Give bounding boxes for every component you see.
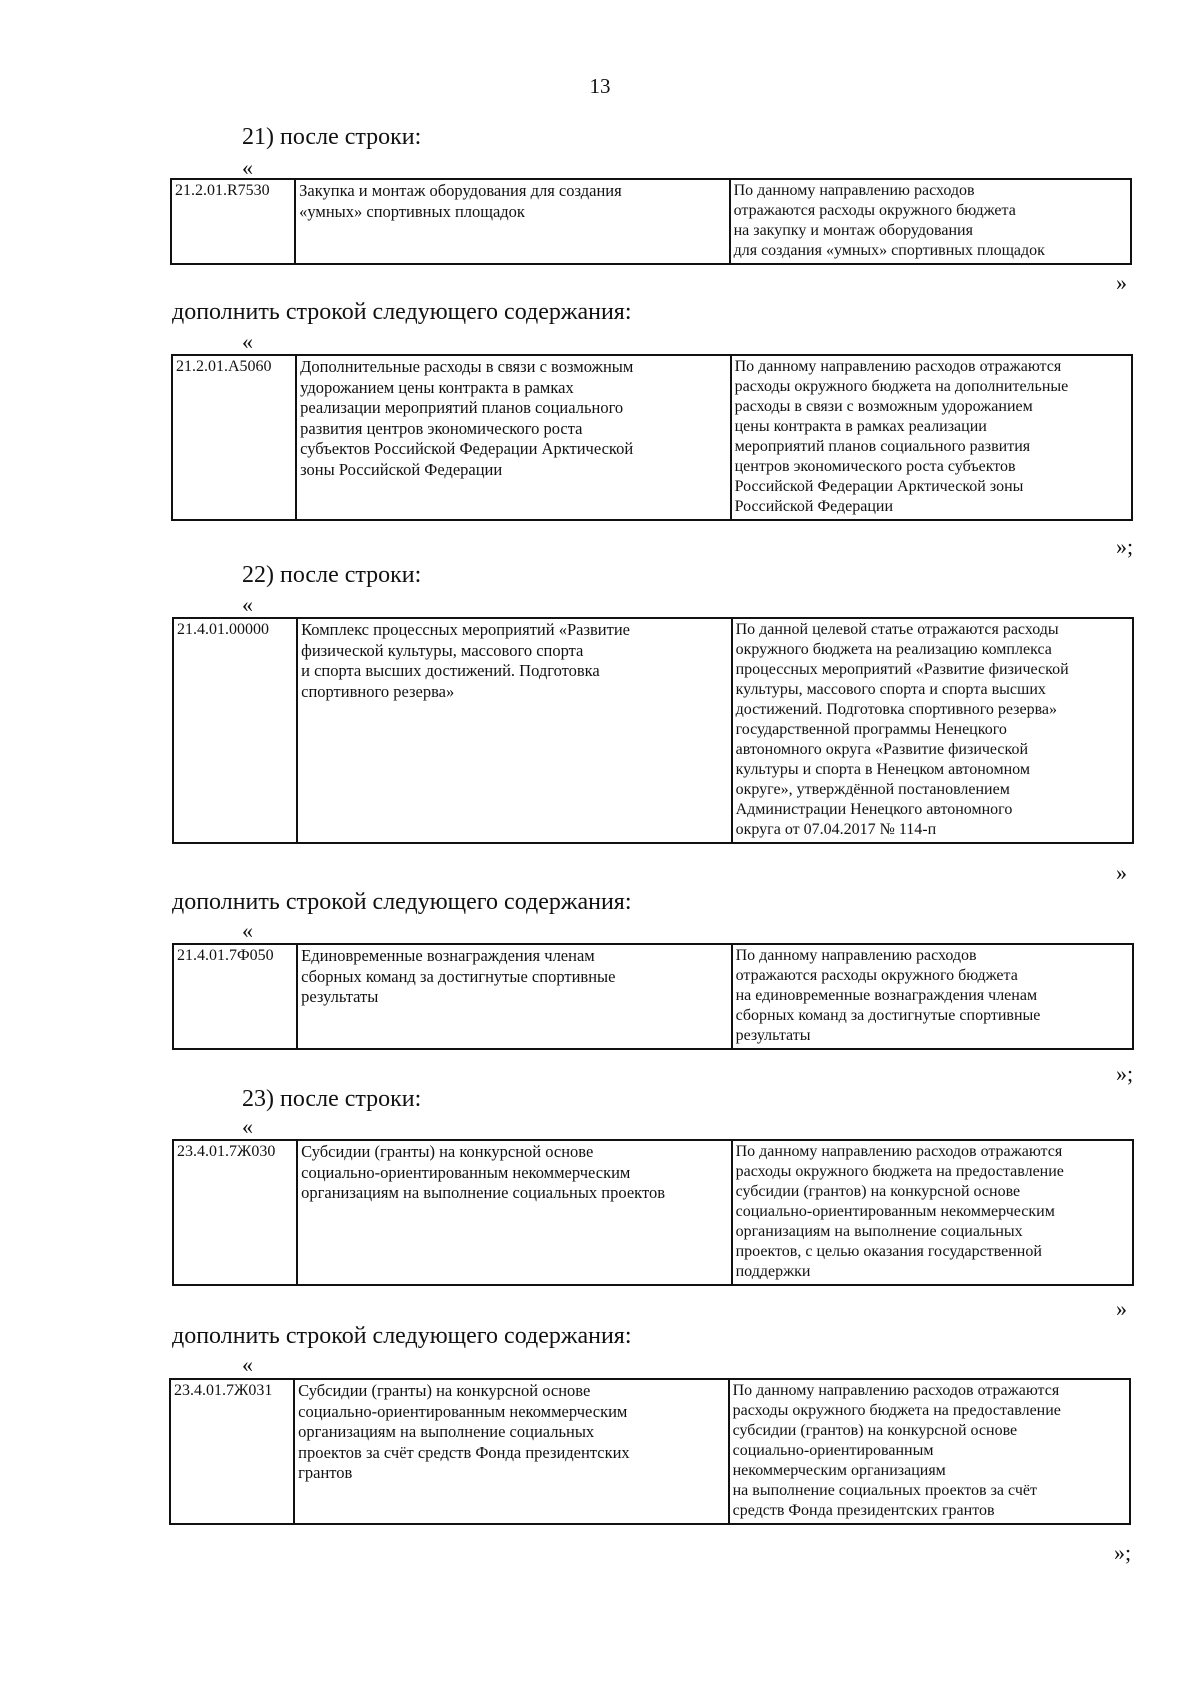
row-name: Субсидии (гранты) на конкурсной основе социально-ориентированным некоммерческим организациям на выполнение социальных проектов [297, 1140, 731, 1285]
row-description: По данному направлению расходов отражаются расходы окружного бюджета на дополнительные расходы в связи с возможным удорожанием цены контракта в рамках реализации мероприятий планов социального развития центров экономического роста субъектов Российской Федерации Арктической зоны Российской Федерации [731, 355, 1132, 520]
section-intro: дополнить строкой следующего содержания: [172, 1323, 632, 1349]
quote-open [182, 1354, 253, 1376]
row-name: Субсидии (гранты) на конкурсной основе социально-ориентированным некоммерческим организациям на выполнение социальных проектов за счёт средств Фонда президентских грантов [294, 1379, 728, 1524]
section-intro: дополнить строкой следующего содержания: [172, 889, 632, 915]
section-intro: 21) после строки: [242, 124, 422, 150]
opening-quote: « [242, 155, 253, 180]
row-description: По данной целевой статье отражаются расходы окружного бюджета на реализацию комплекса процессных мероприятий «Развитие физической культуры, массового спорта и спорта высших достижений. Подготовка спортивного резерва» государственной программы Ненецкого автономного округа «Развитие физической культуры и спорта в Ненецком автономном округе», утверждённой постановлением Администрации Ненецкого автономного округа от 07.04.2017 № 114-п [732, 618, 1133, 843]
quote-open [182, 331, 253, 353]
closing-quote: » [1116, 270, 1127, 295]
table-row-21-2-01-A5060 [171, 354, 1133, 521]
section-intro: 23) после строки: [242, 1086, 422, 1112]
opening-quote: « [242, 1352, 253, 1377]
row-name: Комплекс процессных мероприятий «Развитие физической культуры, массового спорта и спорта высших достижений. Подготовка спортивного резерва» [297, 618, 731, 843]
opening-quote: « [242, 592, 253, 617]
table-row-21-4-01-7F050 [172, 943, 1134, 1050]
closing-quote: »; [1114, 1540, 1132, 1565]
closing-quote: » [1116, 1296, 1127, 1321]
section-intro: дополнить строкой следующего содержания: [172, 299, 632, 325]
row-code: 21.2.01.А5060 [172, 355, 296, 520]
table-row-21-2-01-R7530 [170, 178, 1132, 265]
row-code: 21.4.01.7Ф050 [173, 944, 297, 1049]
quote-open [182, 920, 253, 942]
table-row-23-4-01-7ZH031 [169, 1378, 1131, 1525]
row-description: По данному направлению расходов отражаются расходы окружного бюджета на единовременные вознаграждения членам сборных команд за достигнутые спортивные результаты [732, 944, 1133, 1049]
row-name: Закупка и монтаж оборудования для создания «умных» спортивных площадок [295, 179, 729, 264]
row-name: Дополнительные расходы в связи с возможным удорожанием цены контракта в рамках реализации мероприятий планов социального развития центров экономического роста субъектов Российской Федерации Арктической зоны Российской Федерации [296, 355, 730, 520]
table-row-21-4-01-00000 [172, 617, 1134, 844]
section-4-intro [172, 888, 632, 916]
row-description: По данному направлению расходов отражаются расходы окружного бюджета на закупку и монтаж оборудования для создания «умных» спортивных площадок [730, 179, 1131, 264]
section-3-intro [242, 561, 421, 589]
table-row-23-4-01-7ZH030 [172, 1139, 1134, 1286]
row-code: 21.4.01.00000 [173, 618, 297, 843]
quote-open [182, 157, 253, 179]
opening-quote: « [242, 918, 253, 943]
quote-open [182, 1116, 253, 1138]
row-name: Единовременные вознаграждения членам сборных команд за достигнутые спортивные результаты [297, 944, 731, 1049]
quote-open [182, 594, 253, 616]
closing-quote: »; [1116, 534, 1134, 559]
section-1-intro [242, 123, 421, 151]
closing-quote: » [1116, 860, 1127, 885]
row-code: 23.4.01.7Ж031 [170, 1379, 294, 1524]
row-code: 21.2.01.R7530 [171, 179, 295, 264]
row-code: 23.4.01.7Ж030 [173, 1140, 297, 1285]
page-number: 13 [589, 74, 611, 98]
section-5-intro [242, 1085, 421, 1113]
closing-quote: »; [1116, 1061, 1134, 1086]
row-description: По данному направлению расходов отражаются расходы окружного бюджета на предоставление субсидии (грантов) на конкурсной основе социально-ориентированным некоммерческим организациям на выполнение социальных проектов за счёт средств Фонда президентских грантов [729, 1379, 1130, 1524]
section-2-intro [172, 298, 632, 326]
section-intro: 22) после строки: [242, 562, 422, 588]
opening-quote: « [242, 1114, 253, 1139]
section-6-intro [172, 1322, 632, 1350]
row-description: По данному направлению расходов отражаются расходы окружного бюджета на предоставление субсидии (грантов) на конкурсной основе социально-ориентированным некоммерческим организациям на выполнение социальных проектов, с целью оказания государственной поддержки [732, 1140, 1133, 1285]
opening-quote: « [242, 329, 253, 354]
